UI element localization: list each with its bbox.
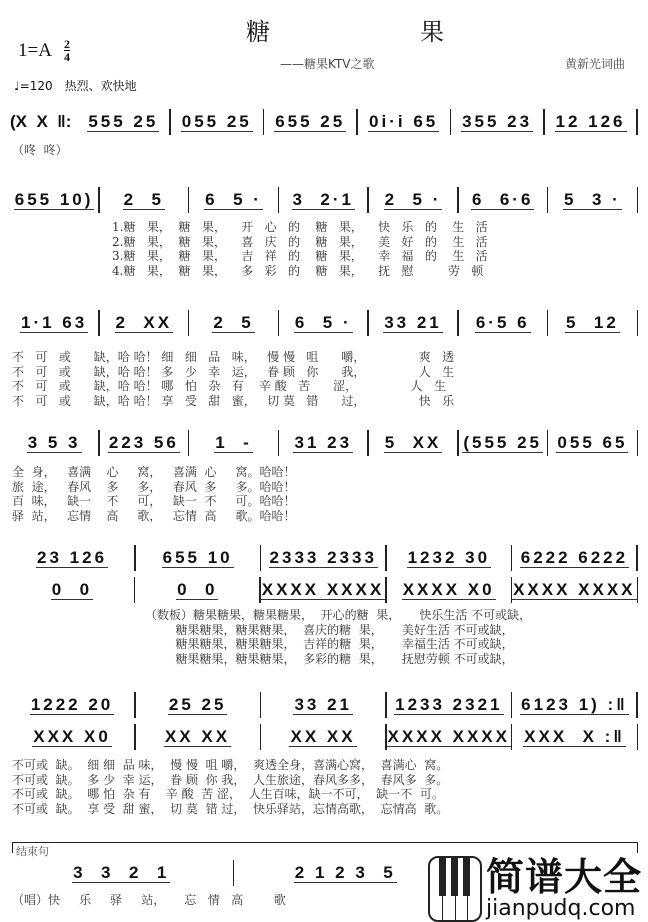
lyric-line: 不可或 缺。 细 细 品 味， 慢 慢 咀 嚼， 爽透全身，喜满心窝， 喜满心 窝。	[12, 758, 449, 772]
measure-notes: 12 126	[555, 111, 626, 131]
measure-notes: 055 25	[181, 111, 252, 131]
measure-notes: XXXX XXXX	[261, 579, 385, 599]
measure	[10, 864, 233, 883]
measure-notes: 31 23	[294, 432, 353, 452]
time-bottom: 4	[64, 50, 70, 64]
lyric-line: 不可或 缺。 享 受 甜 蜜， 切 莫 错 过， 快乐驿站，忘情高歌， 忘情高 歌。	[12, 801, 449, 816]
measure	[512, 549, 636, 568]
notation-row	[10, 725, 638, 749]
measure-notes: 6 5 ·	[294, 312, 352, 332]
measure	[100, 314, 188, 333]
measure-notes: 1233 2321	[395, 694, 503, 714]
measure	[189, 314, 277, 333]
measure-notes: 33 21	[294, 694, 352, 714]
measure	[387, 549, 511, 568]
title-char-1: 糖	[246, 18, 270, 46]
measure	[279, 314, 367, 333]
measure-notes: 5 12	[566, 312, 619, 332]
lyric-line: 不 可 或 缺，哈 哈！ 哪 怕 杂 有 辛 酸 苦 涩， 人 生	[12, 379, 446, 393]
measure-notes: 6222 6222	[520, 547, 629, 567]
lyric-line: 不可或 缺。 多 少 幸 运， 眷 顾 你 我， 人生旅途，春风多多， 春风多 多。	[12, 772, 449, 787]
lyrics-block	[12, 143, 68, 158]
measure-notes: 355 23	[462, 111, 533, 131]
lyric-line: 2.糖 果， 糖 果， 喜 庆 的 糖 果， 美 好 的 生 活	[112, 234, 488, 249]
measure-notes: XXXX XXXX	[387, 726, 510, 746]
lyric-line: 不 可 或 缺，哈 哈！ 细 细 品 味， 慢 慢 咀 嚼， 爽 透	[12, 350, 455, 364]
barline	[637, 724, 639, 750]
lyric-line: 4.糖 果， 糖 果， 多 彩 的 糖 果， 抚 慰 劳 顿	[112, 263, 484, 278]
measure	[261, 728, 385, 747]
measure	[548, 314, 636, 333]
lyric-line: 驿 站， 忘情 高 歌， 忘情 高 歌。哈哈！	[12, 508, 296, 523]
notation-row	[10, 693, 638, 717]
measure-notes: 0 0	[177, 579, 218, 599]
lyric-line: 糖果糖果，糖果糖果， 多彩的糖 果， 抚慰劳顿 不可或缺，	[145, 651, 514, 666]
measure	[10, 728, 134, 747]
measure	[387, 696, 511, 715]
measure	[10, 696, 134, 715]
lyrics-block	[112, 220, 488, 278]
notation-row	[10, 578, 638, 602]
measure	[548, 191, 636, 210]
measure-notes: 6123 1) :‖	[521, 694, 628, 714]
measure-notes: 655 10)	[14, 189, 94, 209]
measure	[136, 549, 260, 568]
measure	[512, 696, 636, 715]
measure	[100, 191, 188, 210]
measure-notes: XXXX X0	[402, 579, 495, 599]
measure-notes: 3 5 3	[27, 432, 81, 452]
lyric-line: 全 身， 喜满 心 窝， 喜满 心 窝。哈哈！	[12, 465, 296, 479]
measure	[512, 728, 636, 747]
measure	[512, 581, 636, 600]
barline	[636, 545, 638, 571]
lyric-line: 百 味， 缺一 不 可， 缺一 不 可。哈哈！	[12, 494, 296, 508]
lyric-line: （唱）快 乐 驿 站， 忘 情 高 歌	[12, 893, 286, 907]
measure	[279, 434, 367, 453]
ending-label: 结束句	[16, 845, 49, 858]
measure	[136, 696, 260, 715]
measure	[369, 434, 457, 453]
measure-notes: 0i·i 65	[369, 111, 439, 131]
notation-row	[10, 431, 638, 455]
measure	[264, 113, 356, 132]
measure	[10, 549, 134, 568]
composer: 黄新光词曲	[565, 57, 626, 71]
piano-keys-icon	[428, 856, 482, 922]
lyric-line: 糖果糖果，糖果糖果， 喜庆的糖 果， 美好生活 不可或缺，	[145, 622, 514, 637]
measure	[234, 864, 457, 883]
measure-notes: 23 126	[37, 547, 108, 567]
measure-notes: 1222 20	[30, 694, 114, 714]
lyric-line: 不 可 或 缺，哈 哈！ 享 受 甜 蜜， 切 莫 错 过， 快 乐	[12, 393, 455, 408]
measure	[77, 113, 169, 132]
barline	[637, 310, 639, 336]
measure	[136, 728, 260, 747]
barline	[637, 430, 639, 456]
measure	[545, 113, 637, 132]
lyrics-block	[12, 893, 286, 908]
measure	[451, 113, 543, 132]
notation-row	[10, 546, 638, 570]
measure-notes: 2 5	[213, 312, 254, 332]
measure-notes: 1 -	[215, 432, 252, 452]
lyrics-block	[12, 350, 454, 408]
measure-notes: 2 1 2 3 5	[294, 862, 396, 882]
measure	[261, 696, 385, 715]
lyric-line: 不 可 或 缺，哈 哈！ 多 少 幸 运， 眷 顾 你 我， 人 生	[12, 364, 455, 379]
measure	[261, 549, 385, 568]
time-top: 2	[64, 37, 70, 51]
measure-notes: 3 2·1	[292, 189, 354, 209]
lyrics-block	[145, 608, 531, 666]
measure	[100, 434, 188, 453]
measure-notes: 2 XX	[115, 312, 173, 332]
measure-notes: 1·1 63	[21, 312, 88, 332]
measure	[387, 581, 511, 600]
barline	[636, 109, 638, 135]
measure-notes: 5 XX	[384, 432, 442, 452]
lyrics-block	[12, 465, 296, 523]
tempo-marking: ♩=120 热烈、欢快地	[14, 79, 137, 93]
measure	[10, 314, 98, 333]
measure-notes: 2 5 ·	[384, 189, 442, 209]
lyric-line: 糖果糖果，糖果糖果， 吉祥的糖 果， 幸福生活 不可或缺，	[145, 637, 514, 651]
notation-row	[10, 311, 638, 335]
lyric-line: （数板）糖果糖果，糖果糖果， 开心的糖 果， 快乐生活 不可或缺，	[145, 608, 532, 622]
lyric-line: （咚 咚）	[12, 143, 68, 157]
barline	[637, 187, 639, 213]
measure	[10, 434, 98, 453]
intro-lead: (X X ‖:	[10, 112, 72, 131]
measure-notes: 055 65	[557, 432, 628, 452]
logo-url: jianpudq.com	[486, 896, 636, 921]
measure	[358, 113, 450, 132]
measure-notes: XX XX	[164, 726, 231, 746]
barline	[636, 692, 638, 718]
logo-name: 简谱大全	[486, 855, 643, 899]
notation-row	[10, 188, 638, 212]
measure-notes: 5 3 ·	[564, 189, 621, 209]
lyric-line: 1.糖 果， 糖 果， 开 心 的 糖 果， 快 乐 的 生 活	[112, 220, 488, 234]
measure	[548, 434, 636, 453]
measure	[369, 191, 457, 210]
measure	[369, 314, 457, 333]
measure-notes: 2 5	[123, 189, 164, 209]
measure	[171, 113, 263, 132]
title-char-2: 果	[420, 18, 444, 46]
time-signature	[64, 38, 70, 63]
measure	[387, 728, 511, 747]
measure	[189, 434, 277, 453]
measure-notes: 25 25	[168, 694, 227, 714]
measure-notes: 555 25	[88, 111, 159, 131]
measure-notes: 655 25	[275, 111, 346, 131]
measure-notes: 6 5 ·	[205, 189, 262, 209]
barline	[637, 577, 639, 603]
measure-notes: XXX X :‖	[524, 726, 625, 746]
measure-notes: 6 6·6	[471, 189, 534, 209]
measure-notes: (555 25	[463, 432, 543, 452]
measure	[459, 434, 547, 453]
measure	[189, 191, 277, 210]
lyric-line: 3.糖 果， 糖 果， 吉 祥 的 糖 果， 幸 福 的 生 活	[112, 249, 488, 263]
measure	[10, 191, 98, 210]
measure	[459, 191, 547, 210]
measure	[459, 314, 547, 333]
lyric-line: 旅 途， 春风 多 多， 春风 多 多。哈哈！	[12, 479, 296, 494]
measure-notes: 2333 2333	[269, 547, 377, 567]
measure	[10, 581, 134, 600]
lyrics-block	[12, 758, 448, 816]
notation-row	[10, 861, 458, 885]
measure	[135, 581, 259, 600]
measure-notes: 3 3 2 1	[73, 862, 170, 882]
measure-notes: XXXX XXXX	[513, 579, 636, 599]
lyric-line: 不可或 缺。 哪 怕 杂 有 辛 酸 苦 涩， 人生百味，缺一不可， 缺一不 可。	[12, 787, 444, 801]
measure-notes: XXX X0	[33, 726, 111, 746]
measure-notes: 6·5 6	[475, 312, 530, 332]
key-signature: 1=A	[18, 40, 52, 61]
site-logo	[428, 856, 642, 922]
measure-notes: 223 56	[108, 432, 179, 452]
measure-notes: 0 0	[51, 579, 93, 599]
measure-notes: 655 10	[162, 547, 233, 567]
ending-bracket	[12, 842, 638, 853]
measure-notes: 1232 30	[407, 547, 491, 567]
measure	[279, 191, 367, 210]
measure	[261, 581, 385, 600]
subtitle: ——糖果KTV之歌	[280, 57, 375, 71]
measure-notes: 33 21	[384, 312, 442, 332]
measure-notes: XX XX	[290, 726, 356, 746]
notation-row	[10, 110, 638, 134]
